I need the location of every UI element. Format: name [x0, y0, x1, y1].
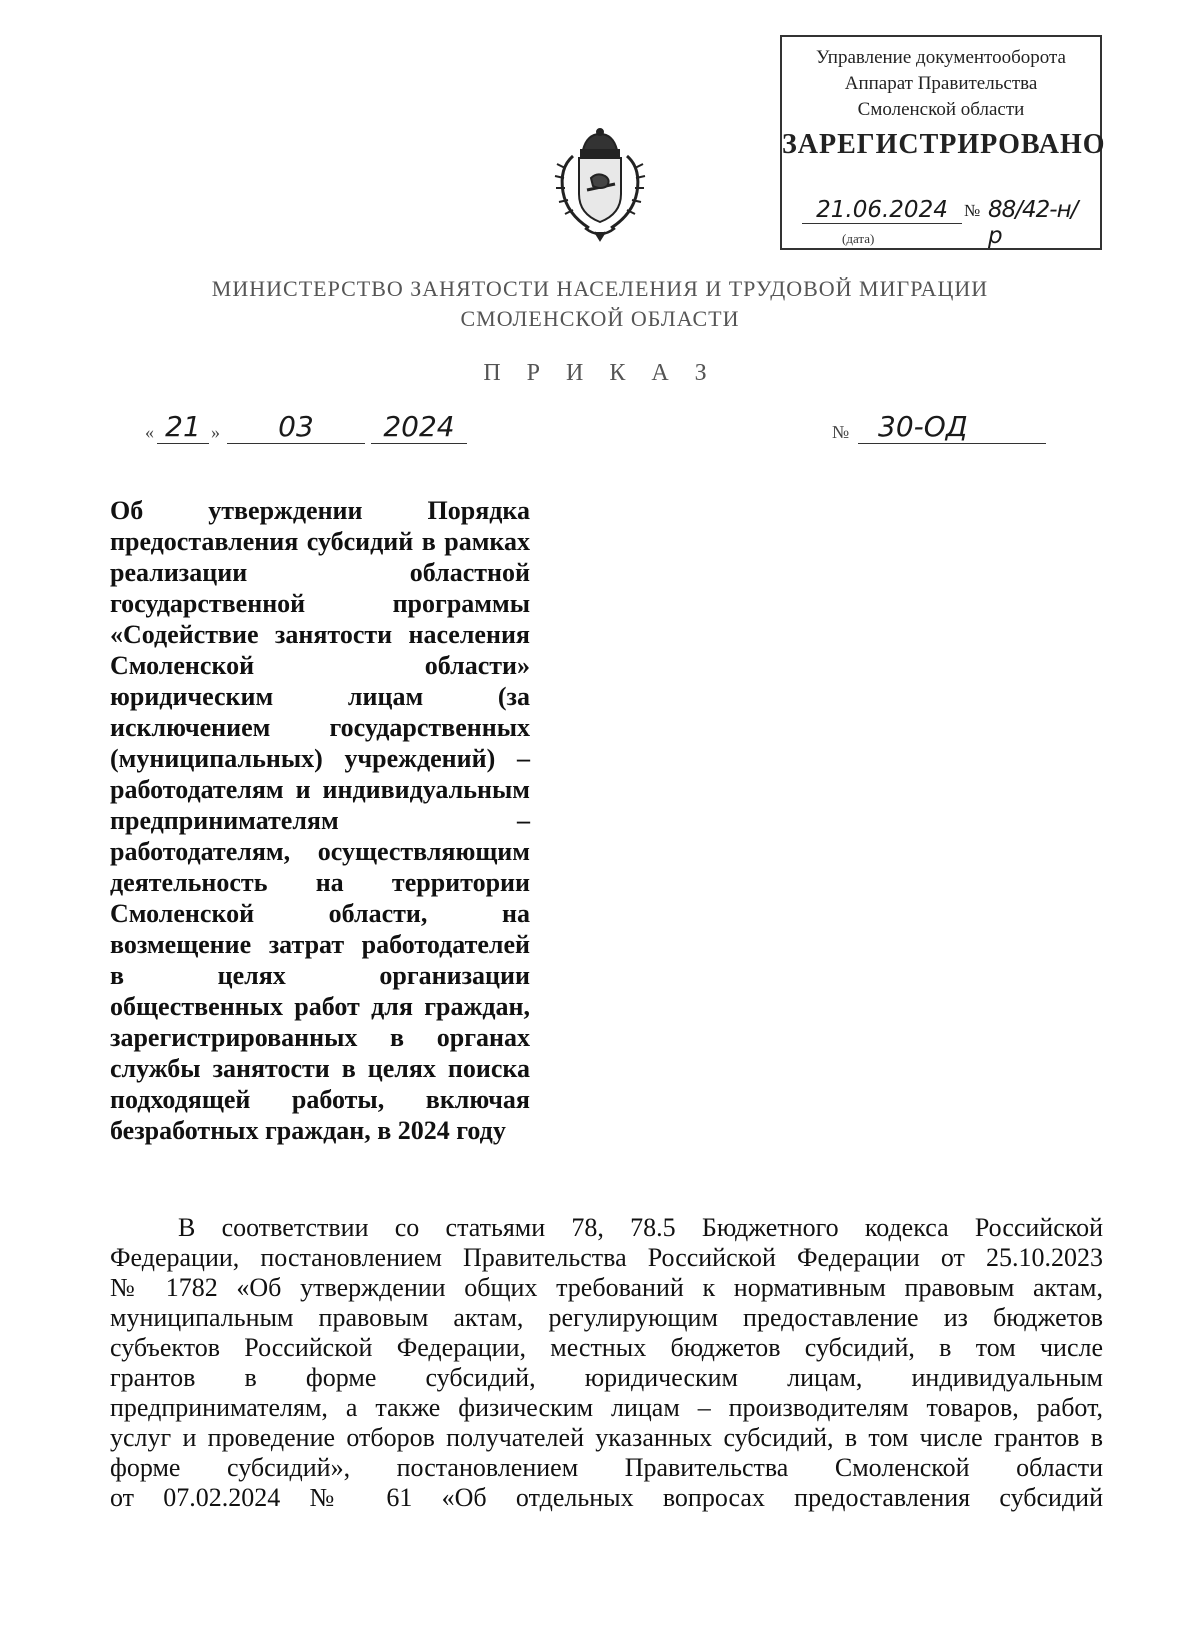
stamp-department: Управление документооборота	[816, 47, 1066, 68]
subject-line: Смоленской области»	[110, 651, 530, 680]
subject-line: деятельность на территории	[110, 868, 530, 897]
subject-line: возмещение затрат работодателей	[110, 930, 530, 959]
stamp-registration-date: 21.06.2024	[802, 197, 962, 224]
order-date	[135, 410, 475, 450]
order-day: 21	[157, 410, 209, 444]
subject-line: предоставления субсидий в рамках	[110, 527, 530, 556]
subject-line: (муниципальных) учреждений) –	[110, 744, 530, 773]
order-number-field	[832, 410, 1047, 450]
order-body-text	[110, 1213, 1103, 1513]
subject-line: Смоленской области, на	[110, 899, 530, 928]
ministry-name-line2: СМОЛЕНСКОЙ ОБЛАСТИ	[460, 306, 740, 331]
body-line: № 1782 «Об утверждении общих требований к нормативным правовым актам,	[110, 1273, 1103, 1302]
subject-line: общественных работ для граждан,	[110, 992, 530, 1021]
order-year: 2024	[371, 410, 467, 444]
order-number: 30-ОД	[858, 410, 1046, 444]
document-type: П Р И К А З	[483, 360, 717, 386]
subject-line: юридическим лицам (за	[110, 682, 530, 711]
subject-line: работодателям и индивидуальным	[110, 775, 530, 804]
subject-line: реализации областной	[110, 558, 530, 587]
ministry-name-line1: МИНИСТЕРСТВО ЗАНЯТОСТИ НАСЕЛЕНИЯ И ТРУДОВОЙ МИГРАЦИИ	[211, 276, 989, 301]
order-number-sign: №	[832, 422, 850, 442]
subject-line: в целях организации	[110, 961, 530, 990]
registration-stamp	[780, 35, 1106, 250]
ministry-name	[150, 274, 1050, 334]
order-subject	[110, 495, 530, 1146]
subject-line: Об утверждении Порядка	[110, 496, 530, 525]
subject-line: подходящей работы, включая	[110, 1085, 530, 1114]
body-line: от 07.02.2024 № 61 «Об отдельных вопросах предоставления субсидий	[110, 1483, 1103, 1512]
subject-line: службы занятости в целях поиска	[110, 1054, 530, 1083]
date-quote-open: «	[145, 422, 154, 442]
stamp-number-sign: №	[964, 201, 981, 220]
body-line: субъектов Российской Федерации, местных бюджетов субсидий, в том числе	[110, 1333, 1103, 1362]
subject-line: предпринимателям –	[110, 806, 530, 835]
subject-line: исключением государственных	[110, 713, 530, 742]
stamp-registration-number: 88/42-н/р	[988, 197, 1090, 250]
smolensk-coat-of-arms-icon	[545, 128, 655, 243]
subject-line: «Содействие занятости населения	[110, 620, 530, 649]
body-line: муниципальным правовым актам, регулирующим предоставление из бюджетов	[110, 1303, 1103, 1332]
stamp-region: Смоленской области	[857, 99, 1025, 120]
stamp-apparatus: Аппарат Правительства	[844, 73, 1038, 94]
order-month: 03	[227, 410, 365, 444]
body-line: форме субсидий», постановлением Правительства Смоленской области	[110, 1453, 1103, 1482]
body-line: предпринимателям, а также физическим лицам – производителям товаров, работ,	[110, 1393, 1103, 1422]
body-line: Федерации, постановлением Правительства Российской Федерации от 25.10.2023	[110, 1243, 1103, 1272]
subject-line: зарегистрированных в органах	[110, 1023, 530, 1052]
subject-line: государственной программы	[110, 589, 530, 618]
date-quote-close: »	[211, 422, 220, 442]
body-line: услуг и проведение отборов получателей указанных субсидий, в том числе грантов в	[110, 1423, 1103, 1452]
subject-line: работодателям, осуществляющим	[110, 837, 530, 866]
stamp-registered-label: ЗАРЕГИСТРИРОВАНО	[782, 129, 1106, 160]
stamp-date-caption: (дата)	[842, 231, 875, 246]
body-line: грантов в форме субсидий, юридическим лицам, индивидуальным	[110, 1363, 1103, 1392]
subject-line: безработных граждан, в 2024 году	[110, 1116, 506, 1145]
body-line: В соответствии со статьями 78, 78.5 Бюджетного кодекса Российской	[178, 1213, 1103, 1242]
